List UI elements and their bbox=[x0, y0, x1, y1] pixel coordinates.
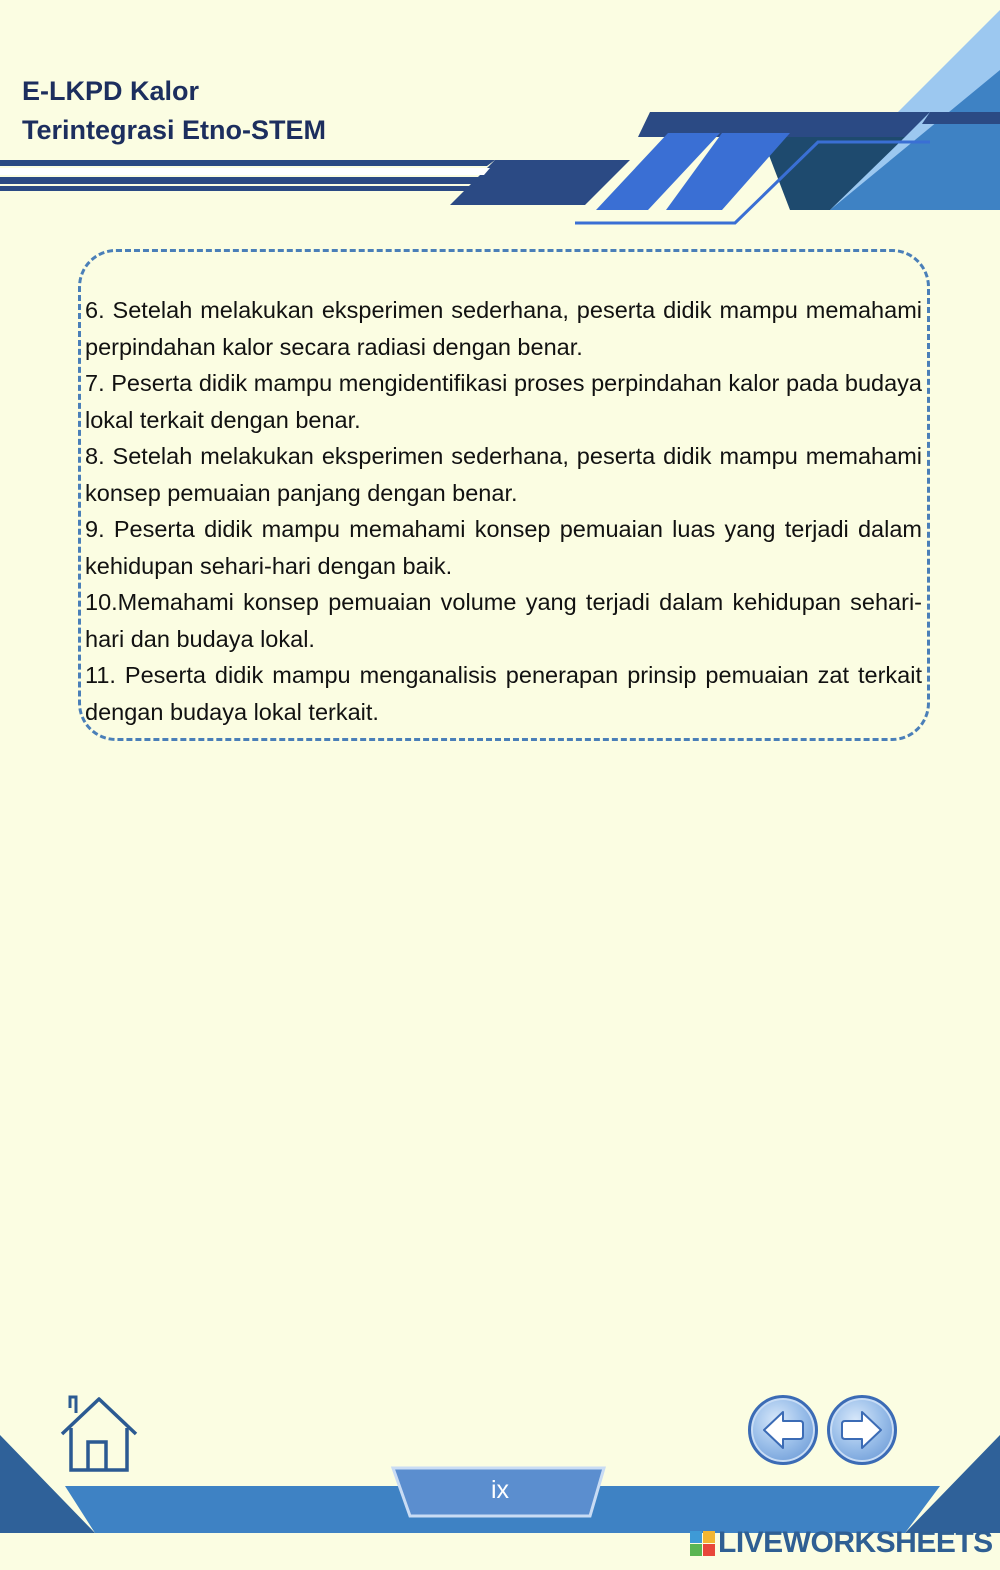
arrow-right-icon bbox=[830, 1398, 894, 1462]
header-title-line1: E-LKPD Kalor bbox=[22, 76, 200, 106]
previous-page-button[interactable] bbox=[748, 1395, 818, 1465]
list-item: 11. Peserta didik mampu menganalisis penerapan prinsip pemuaian zat terkait dengan budaya lokal terkait. bbox=[85, 662, 922, 725]
list-item: 10.Memahami konsep pemuaian volume yang terjadi dalam kehidupan sehari-hari dan budaya lokal. bbox=[85, 589, 922, 652]
liveworksheets-watermark bbox=[690, 1524, 993, 1564]
list-item: 7. Peserta didik mampu mengidentifikasi proses perpindahan kalor pada budaya lokal terkait dengan benar. bbox=[85, 370, 922, 433]
header-title-line2: Terintegrasi Etno-STEM bbox=[22, 115, 327, 145]
list-item: 8. Setelah melakukan eksperimen sederhana, peserta didik mampu memahami konsep pemuaian panjang dengan benar. bbox=[85, 443, 922, 506]
home-button[interactable] bbox=[58, 1394, 140, 1474]
header-title bbox=[22, 72, 326, 150]
objectives-list bbox=[85, 292, 922, 730]
page-number: ix bbox=[490, 1476, 510, 1504]
arrow-left-icon bbox=[751, 1398, 815, 1462]
watermark-text: LIVEWORKSHEETS bbox=[718, 1526, 993, 1559]
next-page-button[interactable] bbox=[827, 1395, 897, 1465]
home-icon bbox=[58, 1394, 140, 1474]
list-item: 9. Peserta didik mampu memahami konsep pemuaian luas yang terjadi dalam kehidupan sehari-hari dengan baik. bbox=[85, 516, 922, 579]
liveworksheets-logo-icon bbox=[690, 1531, 716, 1557]
list-item: 6. Setelah melakukan eksperimen sederhana, peserta didik mampu memahami perpindahan kalor secara radiasi dengan benar. bbox=[85, 297, 922, 360]
